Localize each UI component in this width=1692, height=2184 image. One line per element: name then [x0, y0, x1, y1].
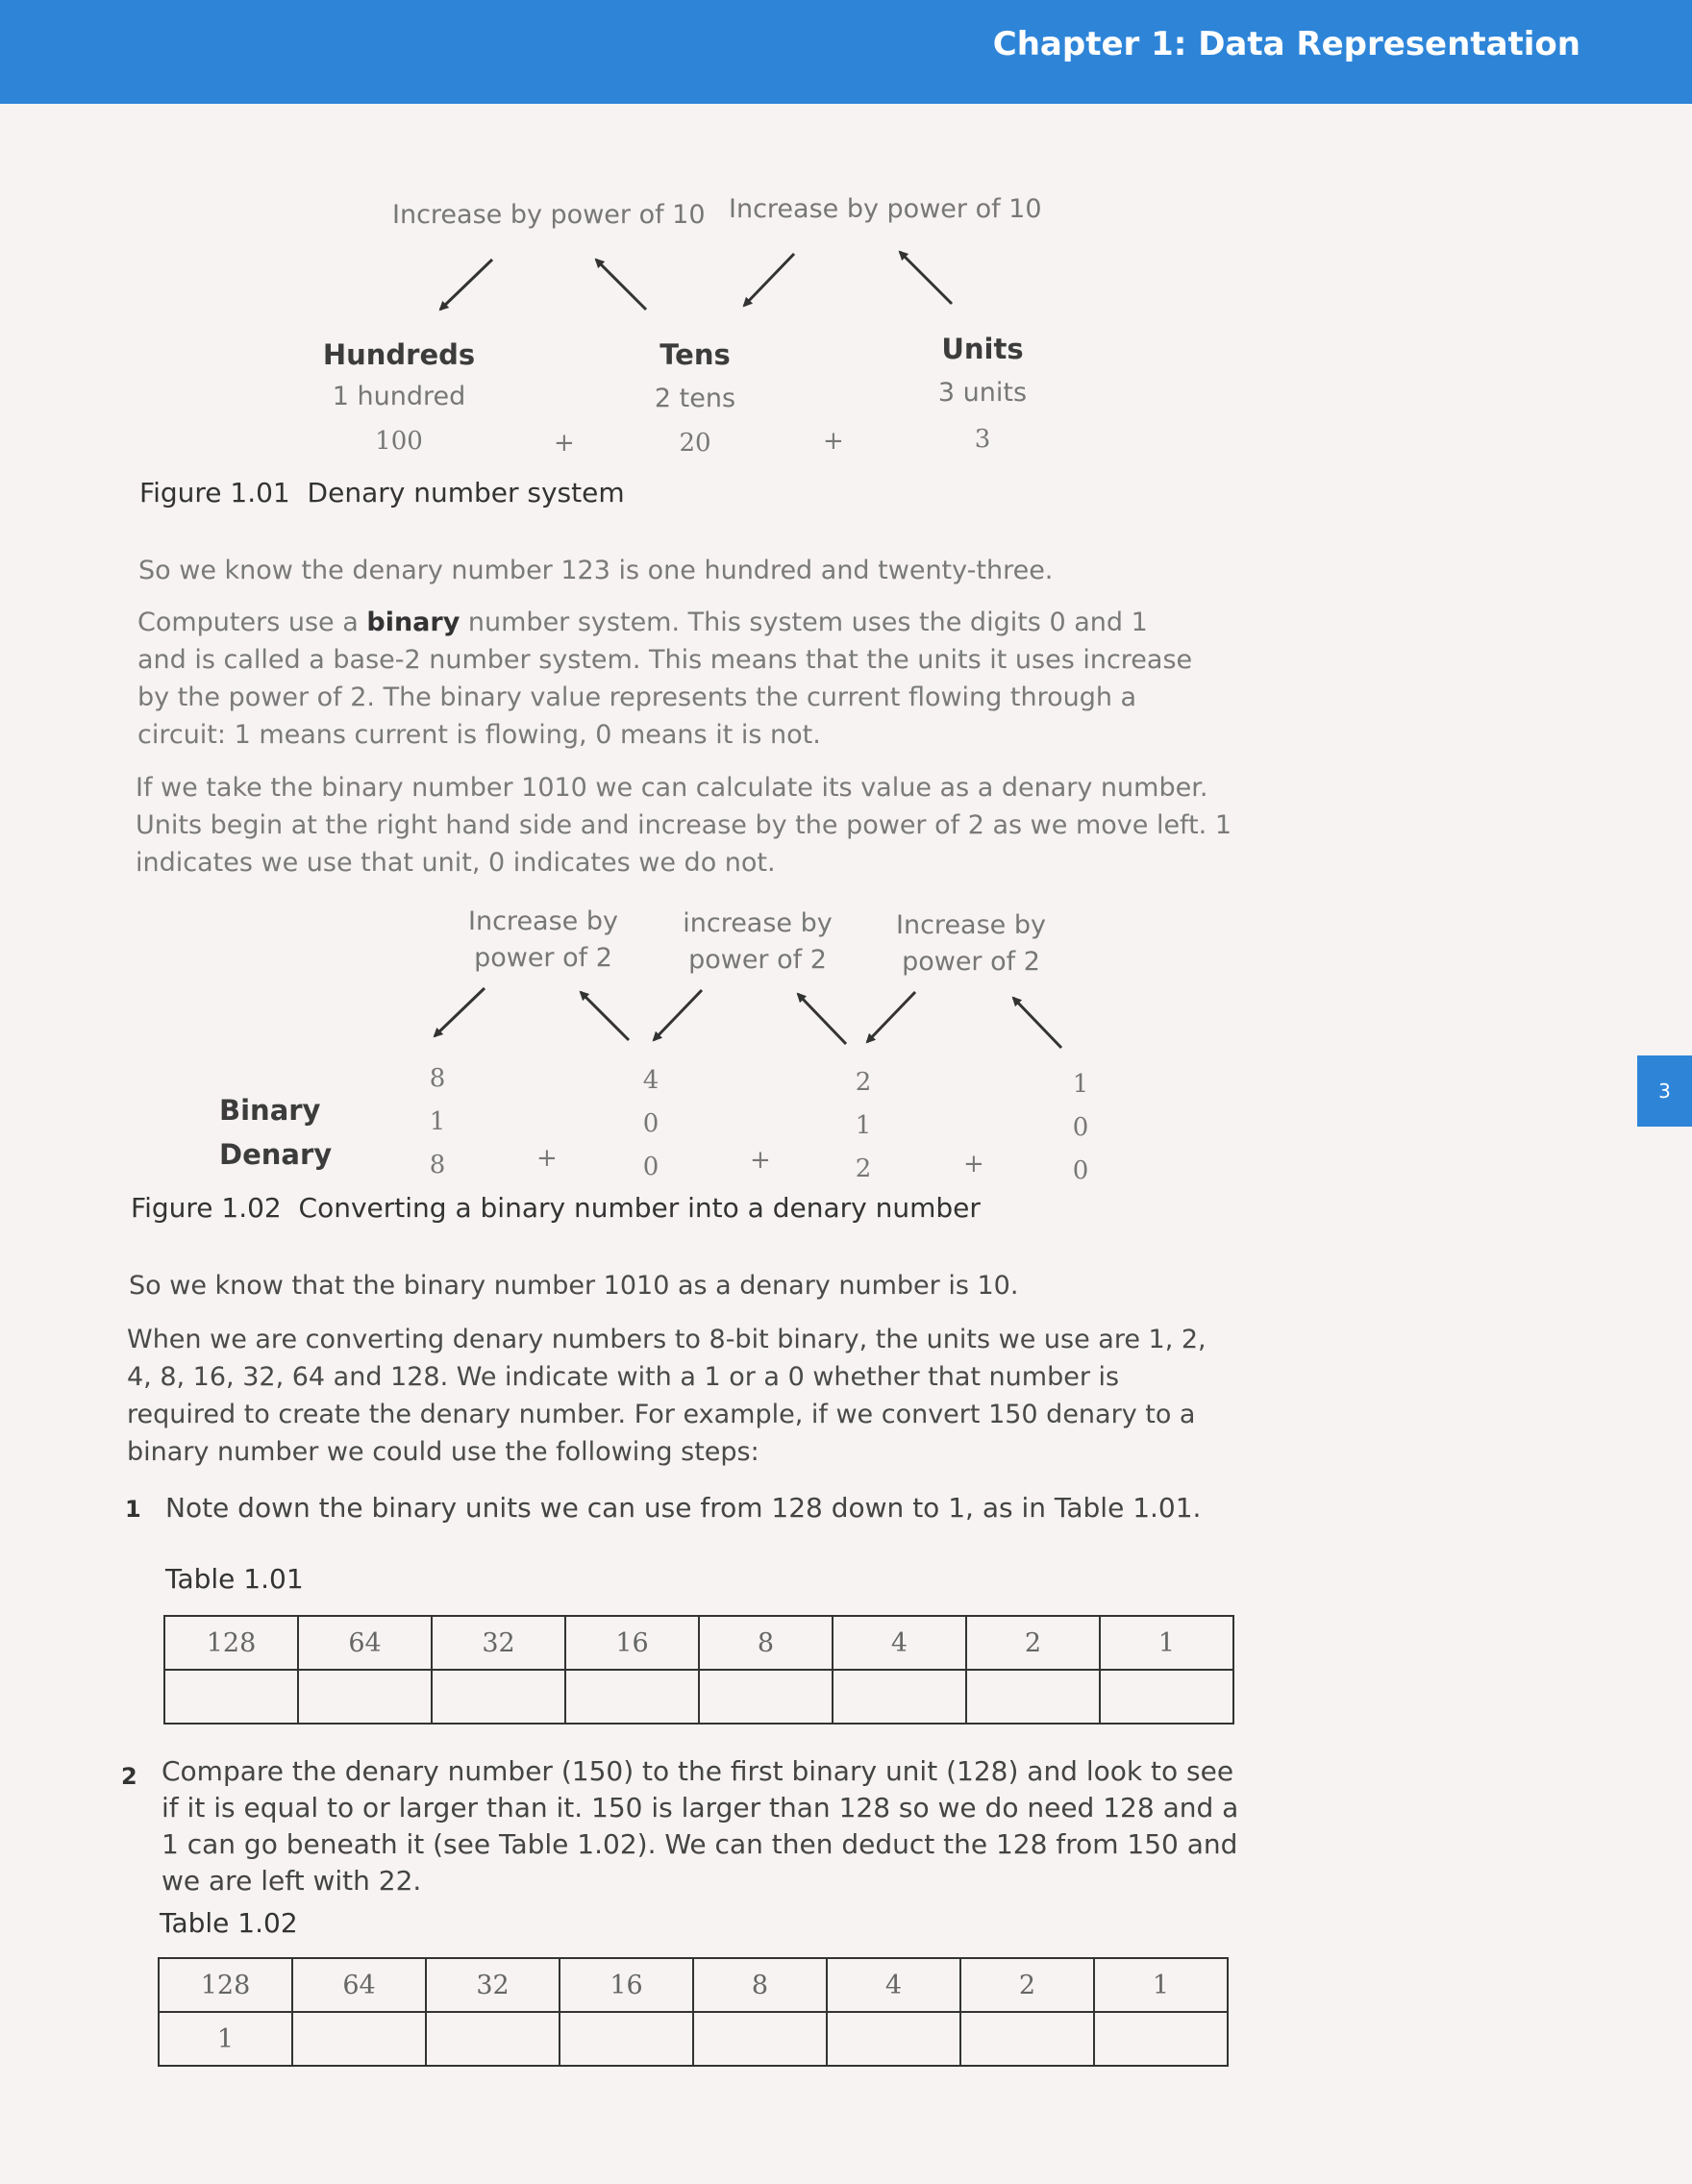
- table-cell: [426, 2012, 560, 2066]
- row-label-denary: Denary: [219, 1138, 333, 1171]
- table-cell: [432, 1670, 565, 1724]
- column-heading-units: Units: [941, 333, 1024, 365]
- column-heading-tens: Tens: [659, 338, 731, 371]
- binary-column: [631, 1059, 671, 1189]
- paragraph-binary-result: So we know that the binary number 1010 as a denary number is 10.: [129, 1271, 1019, 1301]
- tens-words: 2 tens: [654, 384, 736, 413]
- table-cell: [164, 1670, 298, 1724]
- table-cell: [565, 1670, 699, 1724]
- table-cell: [1100, 1670, 1233, 1724]
- table-cell: [827, 2012, 960, 2066]
- hundreds-value: 100: [375, 427, 423, 456]
- tens-value: 20: [679, 429, 711, 458]
- arrow-down-left: [654, 990, 702, 1040]
- table-cell: 2: [960, 1958, 1094, 2012]
- power-label-left: Increase by power of 10: [392, 200, 706, 230]
- caption-text: Denary number system: [307, 477, 625, 509]
- binary-digit: 0: [642, 1109, 659, 1138]
- denary-value: 0: [1072, 1156, 1089, 1185]
- table-1-02-title: Table 1.02: [160, 1907, 298, 1939]
- unit-value: 2: [855, 1068, 872, 1097]
- paragraph-8bit-intro: When we are converting denary numbers to 8-bit binary, the units we use are 1, 2, 4, 8, 16, 32, 64 and 128. We indicate with a 1 or a 0 whether that number is required to create the denary number. For example, if we convert 150 denary to a binary number we could use the following steps:: [127, 1325, 1207, 1467]
- caption-text: Converting a binary number into a denary number: [298, 1192, 981, 1224]
- bold-term-binary: binary: [366, 608, 460, 637]
- arrow-up-left: [798, 994, 846, 1044]
- table-cell: [966, 1670, 1100, 1724]
- table-header-row: [164, 1616, 1233, 1670]
- table-cell: [699, 1670, 833, 1724]
- step-text: Compare the denary number (150) to the first binary unit (128) and look to see if it is equal to or larger than it. 150 is larger than 128 so we do need 128 and a 1 can go beneath it (see Table 1.02). We can then deduct the 128 from 150 and we are left with 22.: [162, 1755, 1239, 1897]
- table-cell: [298, 1670, 432, 1724]
- table-cell: 4: [827, 1958, 960, 2012]
- table-cell: 32: [426, 1958, 560, 2012]
- table-cell: 64: [292, 1958, 426, 2012]
- arrow-down-left: [867, 992, 915, 1042]
- caption-number: Figure 1.02: [131, 1192, 282, 1224]
- hundreds-words: 1 hundred: [332, 382, 466, 411]
- figure-1-02-caption: [131, 1192, 981, 1224]
- denary-value: 2: [855, 1154, 872, 1183]
- text-run: Computers use a: [137, 608, 367, 637]
- step-text: Note down the binary units we can use from 128 down to 1, as in Table 1.01.: [165, 1492, 1202, 1524]
- column-heading-hundreds: Hundreds: [322, 338, 476, 371]
- table-cell: 1: [1100, 1616, 1233, 1670]
- plus-sign: +: [823, 427, 844, 456]
- table-1-01-title: Table 1.01: [165, 1563, 304, 1595]
- table-cell: 8: [693, 1958, 827, 2012]
- table-cell: [693, 2012, 827, 2066]
- table-cell: 128: [159, 1958, 292, 2012]
- denary-value: 0: [642, 1153, 659, 1181]
- table-cell: [292, 2012, 426, 2066]
- plus-sign: +: [963, 1150, 984, 1179]
- table-cell: 128: [164, 1616, 298, 1670]
- arrow-up-left: [581, 992, 629, 1040]
- binary-digit: 1: [429, 1107, 446, 1136]
- table-cell: [560, 2012, 693, 2066]
- table-cell: 8: [699, 1616, 833, 1670]
- step-number: 2: [121, 1763, 137, 1790]
- table-cell: 16: [560, 1958, 693, 2012]
- binary-digit: 0: [1072, 1113, 1089, 1142]
- power-label-line: power of 2: [688, 945, 827, 975]
- table-cell: 1: [1094, 1958, 1228, 2012]
- table-1-01: [163, 1615, 1234, 1725]
- unit-value: 4: [642, 1066, 659, 1095]
- paragraph-binary-1010: If we take the binary number 1010 we can calculate its value as a denary number. Units begin at the right hand side and increase by the power of 2 as we move left. 1 indicates we use that unit, 0 indicates we do not.: [136, 773, 1232, 878]
- denary-value: 8: [429, 1151, 446, 1179]
- power-label-right: Increase by power of 10: [729, 194, 1042, 224]
- table-cell: [1094, 2012, 1228, 2066]
- units-words: 3 units: [937, 378, 1028, 408]
- unit-value: 1: [1072, 1070, 1089, 1099]
- plus-sign: +: [554, 429, 575, 458]
- figure-1-02-arrows: [0, 0, 1692, 1077]
- power-label-line: power of 2: [474, 943, 612, 973]
- table-header-row: [159, 1958, 1228, 2012]
- binary-column: [843, 1061, 883, 1191]
- table-cell: 1: [159, 2012, 292, 2066]
- plus-sign: +: [750, 1146, 771, 1175]
- text-run: number system. This system uses the digits 0 and 1 and is called a base-2 number system. This means that the units it uses increase by the power of 2. The binary value represents the current flowing through a circuit: 1 means current is flowing, 0 means it is not.: [137, 608, 1193, 750]
- chapter-title: Chapter 1: Data Representation: [992, 25, 1580, 63]
- arrow-up-left: [1013, 998, 1061, 1048]
- power-label-line: Increase by: [468, 906, 618, 936]
- power-label-line: power of 2: [902, 947, 1040, 977]
- binary-column: [417, 1057, 458, 1187]
- table-cell: 16: [565, 1616, 699, 1670]
- table-cell: [833, 1670, 966, 1724]
- row-label-binary: Binary: [219, 1094, 321, 1127]
- page-number-tab: 3: [1637, 1055, 1692, 1127]
- table-cell: 32: [432, 1616, 565, 1670]
- power-label-line: Increase by: [896, 910, 1046, 940]
- table-cell: 64: [298, 1616, 432, 1670]
- units-value: 3: [974, 425, 991, 454]
- plus-sign: +: [536, 1144, 558, 1173]
- table-cell: 2: [966, 1616, 1100, 1670]
- power-label-line: increase by: [683, 908, 833, 938]
- table-cell: [960, 2012, 1094, 2066]
- table-1-02: [158, 1957, 1229, 2067]
- step-number: 1: [125, 1496, 141, 1523]
- table-value-row: [159, 2012, 1228, 2066]
- table-value-row: [164, 1670, 1233, 1724]
- binary-digit: 1: [855, 1111, 872, 1140]
- unit-value: 8: [429, 1064, 446, 1093]
- arrow-down-left: [435, 988, 485, 1036]
- caption-number: Figure 1.01: [139, 477, 290, 509]
- paragraph-denary-123: So we know the denary number 123 is one hundred and twenty-three.: [138, 556, 1054, 585]
- table-cell: 4: [833, 1616, 966, 1670]
- binary-column: [1060, 1063, 1101, 1193]
